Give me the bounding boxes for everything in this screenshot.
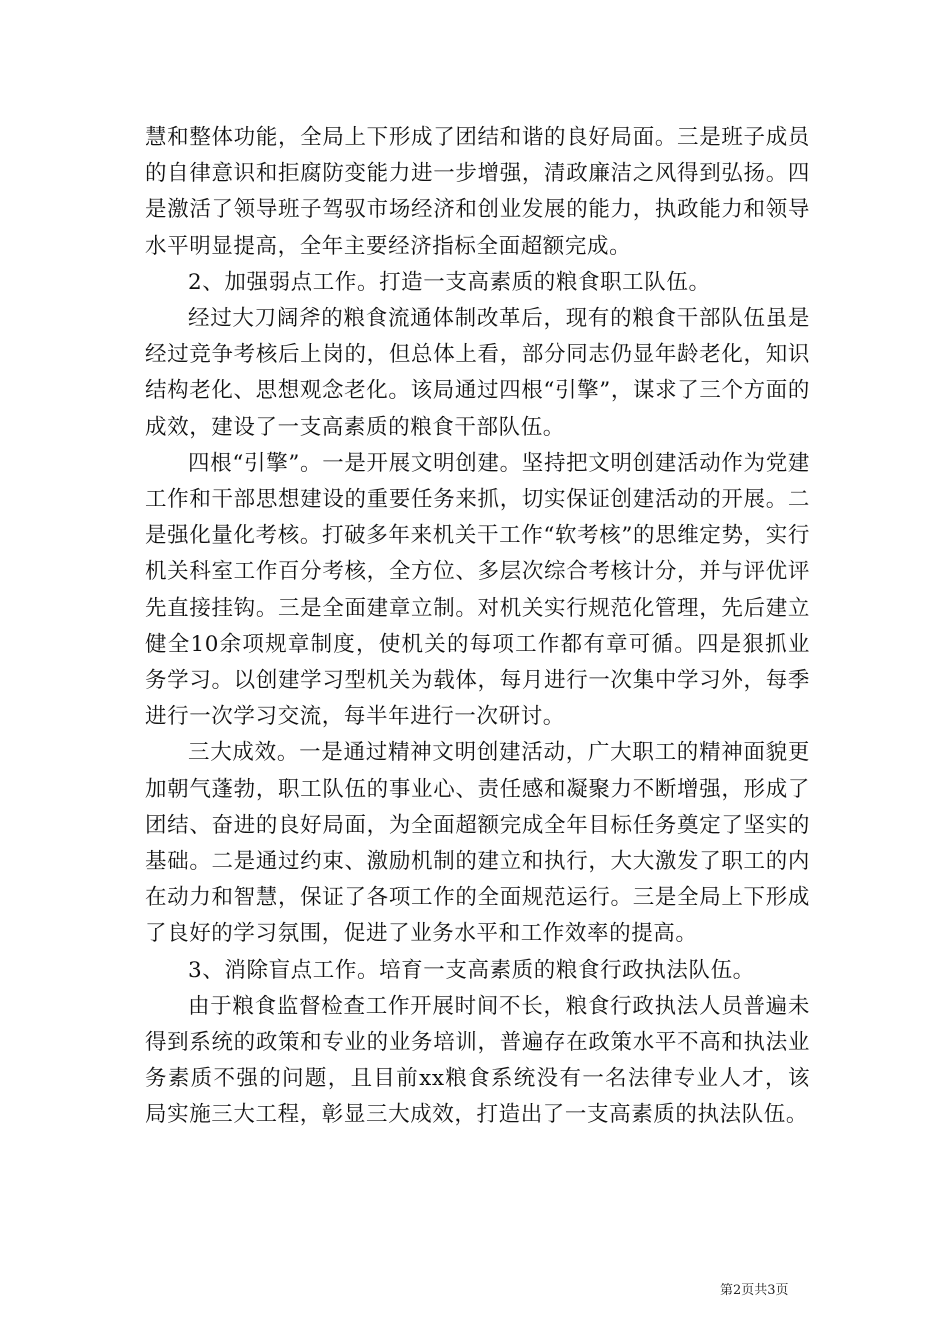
document-body	[145, 120, 810, 1134]
paragraph-1: 慧和整体功能，全局上下形成了团结和谐的良好局面。三是班子成员的自律意识和拒腐防变能力进一步增强，清政廉洁之风得到弘扬。四是激活了领导班子驾驭市场经济和创业发展的能力，执政能力和领导水平明显提高，全年主要经济指标全面超额完成。	[145, 125, 810, 259]
paragraph-6: 3、消除盲点工作。培育一支高素质的粮食行政执法队伍。	[188, 957, 755, 983]
paragraph-2: 2、加强弱点工作。打造一支高素质的粮食职工队伍。	[188, 269, 711, 295]
paragraph-5: 三大成效。一是通过精神文明创建活动，广大职工的精神面貌更加朝气蓬勃，职工队伍的事业心、责任感和凝聚力不断增强，形成了团结、奋进的良好局面，为全面超额完成全年目标任务奠定了坚实的基础。二是通过约束、激励机制的建立和执行，大大激发了职工的内在动力和智慧，保证了各项工作的全面规范运行。三是全局上下形成了良好的学习氛围，促进了业务水平和工作效率的提高。	[145, 740, 810, 947]
paragraph-3: 经过大刀阔斧的粮食流通体制改革后，现有的粮食干部队伍虽是经过竞争考核后上岗的，但总体上看，部分同志仍显年龄老化，知识结构老化、思想观念老化。该局通过四根“引擎”，谋求了三个方面的成效，建设了一支高素质的粮食干部队伍。	[145, 306, 810, 440]
paragraph-4: 四根“引擎”。一是开展文明创建。坚持把文明创建活动作为党建工作和干部思想建设的重要任务来抓，切实保证创建活动的开展。二是强化量化考核。打破多年来机关干工作“软考核”的思维定势，实行机关科室工作百分考核，全方位、多层次综合考核计分，并与评优评先直接挂钩。三是全面建章立制。对机关实行规范化管理，先后建立健全10余项规章制度，使机关的每项工作都有章可循。四是狠抓业务学习。以创建学习型机关为载体，每月进行一次集中学习外，每季进行一次学习交流，每半年进行一次研讨。	[145, 450, 810, 730]
page-number: 第2页共3页	[720, 1283, 789, 1298]
paragraph-7: 由于粮食监督检查工作开展时间不长，粮食行政执法人员普遍未得到系统的政策和专业的业务培训，普遍存在政策水平不高和执法业务素质不强的问题，且目前xx粮食系统没有一名法律专业人才，该局实施三大工程，彰显三大成效，打造出了一支高素质的执法队伍。	[145, 993, 810, 1128]
